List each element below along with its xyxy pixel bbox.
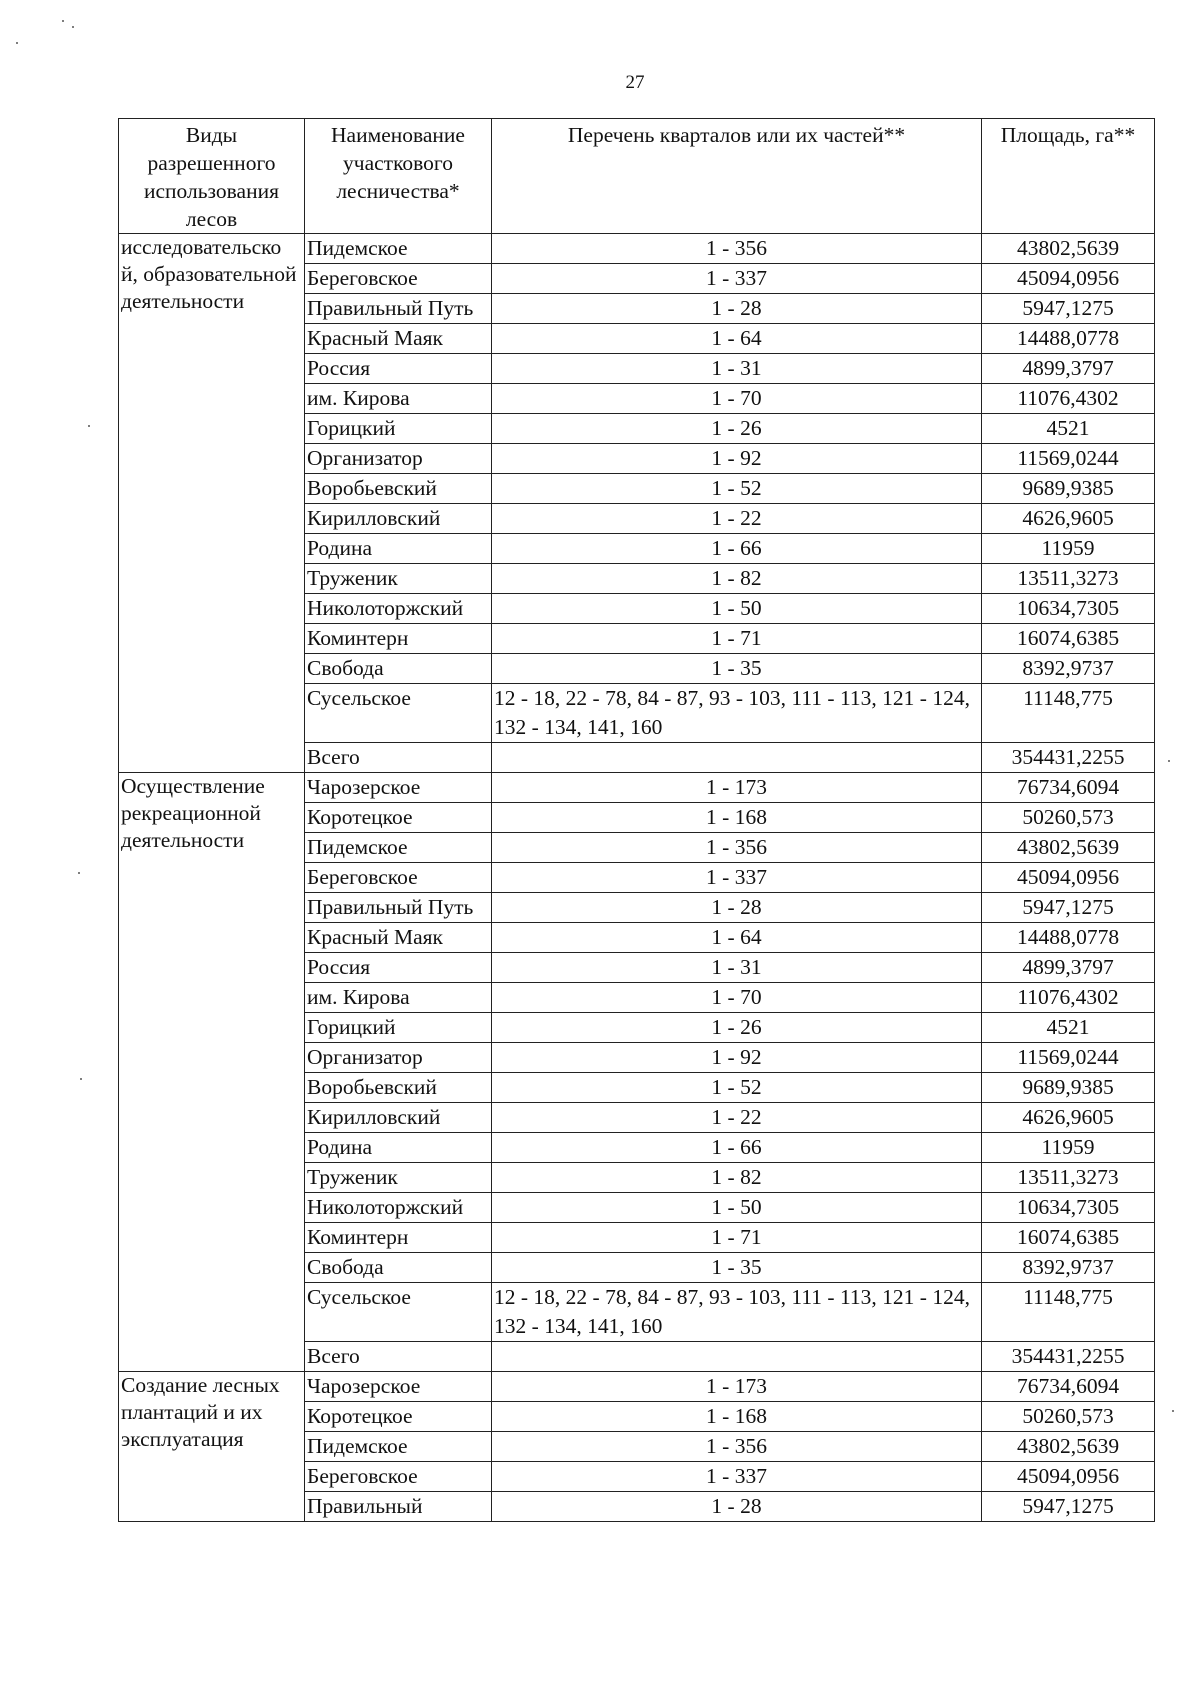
area-cell: 50260,573 <box>982 1402 1155 1432</box>
forestry-name-cell: Родина <box>305 534 492 564</box>
header-use-type: Виды разрешенного использования лесов <box>119 119 305 234</box>
area-cell: 43802,5639 <box>982 833 1155 863</box>
quarters-cell: 1 - 52 <box>492 474 982 504</box>
forestry-name-cell: Чарозерское <box>305 1372 492 1402</box>
area-cell: 9689,9385 <box>982 474 1155 504</box>
forestry-name-cell: Правильный Путь <box>305 294 492 324</box>
quarters-cell: 1 - 70 <box>492 384 982 414</box>
forestry-name-cell: Организатор <box>305 1043 492 1073</box>
forestry-name-cell: Всего <box>305 743 492 773</box>
forestry-name-cell: им. Кирова <box>305 983 492 1013</box>
quarters-cell <box>492 1342 982 1372</box>
quarters-cell: 12 - 18, 22 - 78, 84 - 87, 93 - 103, 111 - 113, 121 - 124, 132 - 134, 141, 160 <box>492 1283 982 1342</box>
table-row <box>119 773 1155 803</box>
forestry-name-cell: Правильный <box>305 1492 492 1522</box>
quarters-cell: 1 - 52 <box>492 1073 982 1103</box>
forestry-name-cell: Свобода <box>305 654 492 684</box>
table-header-row <box>119 119 1155 234</box>
quarters-cell: 1 - 66 <box>492 534 982 564</box>
quarters-cell: 1 - 28 <box>492 1492 982 1522</box>
quarters-cell: 1 - 26 <box>492 1013 982 1043</box>
quarters-cell: 1 - 35 <box>492 654 982 684</box>
scan-speck <box>1172 1410 1174 1412</box>
header-forestry-name: Наименование участкового лесничества* <box>305 119 492 234</box>
area-cell: 14488,0778 <box>982 324 1155 354</box>
quarters-cell: 1 - 337 <box>492 863 982 893</box>
quarters-cell: 1 - 70 <box>492 983 982 1013</box>
forestry-name-cell: Коротецкое <box>305 803 492 833</box>
use-type-cell: Осуществление рекреационной деятельности <box>119 773 305 1372</box>
quarters-cell: 1 - 92 <box>492 444 982 474</box>
quarters-cell: 1 - 31 <box>492 354 982 384</box>
quarters-cell: 1 - 82 <box>492 1163 982 1193</box>
area-cell: 4899,3797 <box>982 953 1155 983</box>
forestry-name-cell: Свобода <box>305 1253 492 1283</box>
forestry-name-cell: Пидемское <box>305 833 492 863</box>
forestry-name-cell: им. Кирова <box>305 384 492 414</box>
forestry-name-cell: Чарозерское <box>305 773 492 803</box>
quarters-cell: 1 - 64 <box>492 324 982 354</box>
forestry-name-cell: Красный Маяк <box>305 324 492 354</box>
area-cell: 4626,9605 <box>982 504 1155 534</box>
forestry-name-cell: Пидемское <box>305 234 492 264</box>
area-cell: 354431,2255 <box>982 1342 1155 1372</box>
area-cell: 4521 <box>982 1013 1155 1043</box>
forestry-name-cell: Всего <box>305 1342 492 1372</box>
forestry-name-cell: Сусельское <box>305 1283 492 1342</box>
area-cell: 45094,0956 <box>982 1462 1155 1492</box>
quarters-cell: 1 - 356 <box>492 234 982 264</box>
quarters-cell: 1 - 66 <box>492 1133 982 1163</box>
area-cell: 76734,6094 <box>982 773 1155 803</box>
quarters-cell <box>492 743 982 773</box>
use-type-cell: исследовательско й, образовательной деятельности <box>119 234 305 773</box>
header-quarters-list: Перечень кварталов или их частей** <box>492 119 982 234</box>
quarters-cell: 1 - 35 <box>492 1253 982 1283</box>
scan-speck <box>78 872 80 874</box>
forestry-name-cell: Кирилловский <box>305 1103 492 1133</box>
quarters-cell: 1 - 71 <box>492 624 982 654</box>
area-cell: 10634,7305 <box>982 594 1155 624</box>
scan-speck <box>88 425 90 427</box>
area-cell: 76734,6094 <box>982 1372 1155 1402</box>
header-area: Площадь, га** <box>982 119 1155 234</box>
area-cell: 5947,1275 <box>982 1492 1155 1522</box>
scan-speck <box>72 26 74 28</box>
area-cell: 11959 <box>982 1133 1155 1163</box>
quarters-cell: 1 - 71 <box>492 1223 982 1253</box>
area-cell: 11148,775 <box>982 1283 1155 1342</box>
quarters-cell: 1 - 337 <box>492 1462 982 1492</box>
forestry-name-cell: Россия <box>305 354 492 384</box>
quarters-cell: 1 - 31 <box>492 953 982 983</box>
area-cell: 14488,0778 <box>982 923 1155 953</box>
area-cell: 45094,0956 <box>982 863 1155 893</box>
forestry-name-cell: Береговское <box>305 863 492 893</box>
area-cell: 50260,573 <box>982 803 1155 833</box>
quarters-cell: 1 - 82 <box>492 564 982 594</box>
area-cell: 5947,1275 <box>982 294 1155 324</box>
area-cell: 11076,4302 <box>982 384 1155 414</box>
area-cell: 13511,3273 <box>982 564 1155 594</box>
scan-speck <box>1168 760 1170 762</box>
forestry-name-cell: Организатор <box>305 444 492 474</box>
quarters-cell: 1 - 173 <box>492 773 982 803</box>
table-row <box>119 1372 1155 1402</box>
forest-use-table <box>118 118 1155 1522</box>
area-cell: 10634,7305 <box>982 1193 1155 1223</box>
forestry-name-cell: Пидемское <box>305 1432 492 1462</box>
forestry-name-cell: Береговское <box>305 1462 492 1492</box>
quarters-cell: 1 - 173 <box>492 1372 982 1402</box>
area-cell: 43802,5639 <box>982 1432 1155 1462</box>
area-cell: 13511,3273 <box>982 1163 1155 1193</box>
quarters-cell: 1 - 26 <box>492 414 982 444</box>
area-cell: 4626,9605 <box>982 1103 1155 1133</box>
forestry-name-cell: Воробьевский <box>305 474 492 504</box>
quarters-cell: 1 - 64 <box>492 923 982 953</box>
forestry-name-cell: Труженик <box>305 564 492 594</box>
scan-speck <box>16 42 18 44</box>
area-cell: 11076,4302 <box>982 983 1155 1013</box>
area-cell: 5947,1275 <box>982 893 1155 923</box>
quarters-cell: 1 - 356 <box>492 833 982 863</box>
use-type-cell: Создание лесных плантаций и их эксплуатация <box>119 1372 305 1522</box>
area-cell: 16074,6385 <box>982 1223 1155 1253</box>
area-cell: 4521 <box>982 414 1155 444</box>
area-cell: 11959 <box>982 534 1155 564</box>
quarters-cell: 1 - 92 <box>492 1043 982 1073</box>
forestry-name-cell: Николоторжский <box>305 594 492 624</box>
area-cell: 16074,6385 <box>982 624 1155 654</box>
forestry-name-cell: Воробьевский <box>305 1073 492 1103</box>
area-cell: 11569,0244 <box>982 444 1155 474</box>
forestry-name-cell: Кирилловский <box>305 504 492 534</box>
area-cell: 8392,9737 <box>982 1253 1155 1283</box>
forestry-name-cell: Россия <box>305 953 492 983</box>
area-cell: 43802,5639 <box>982 234 1155 264</box>
forestry-name-cell: Родина <box>305 1133 492 1163</box>
area-cell: 8392,9737 <box>982 654 1155 684</box>
quarters-cell: 1 - 50 <box>492 1193 982 1223</box>
forestry-name-cell: Николоторжский <box>305 1193 492 1223</box>
forestry-name-cell: Береговское <box>305 264 492 294</box>
forestry-name-cell: Правильный Путь <box>305 893 492 923</box>
forestry-name-cell: Коминтерн <box>305 624 492 654</box>
forestry-name-cell: Труженик <box>305 1163 492 1193</box>
table-row <box>119 234 1155 264</box>
quarters-cell: 1 - 22 <box>492 504 982 534</box>
area-cell: 45094,0956 <box>982 264 1155 294</box>
quarters-cell: 1 - 356 <box>492 1432 982 1462</box>
area-cell: 9689,9385 <box>982 1073 1155 1103</box>
scan-speck <box>80 1078 82 1080</box>
page-number: 27 <box>625 72 645 93</box>
forestry-name-cell: Горицкий <box>305 1013 492 1043</box>
forestry-name-cell: Коротецкое <box>305 1402 492 1432</box>
quarters-cell: 1 - 28 <box>492 294 982 324</box>
area-cell: 4899,3797 <box>982 354 1155 384</box>
area-cell: 11148,775 <box>982 684 1155 743</box>
quarters-cell: 1 - 337 <box>492 264 982 294</box>
area-cell: 11569,0244 <box>982 1043 1155 1073</box>
scan-speck <box>62 20 64 22</box>
quarters-cell: 12 - 18, 22 - 78, 84 - 87, 93 - 103, 111 - 113, 121 - 124, 132 - 134, 141, 160 <box>492 684 982 743</box>
quarters-cell: 1 - 50 <box>492 594 982 624</box>
quarters-cell: 1 - 168 <box>492 803 982 833</box>
quarters-cell: 1 - 168 <box>492 1402 982 1432</box>
quarters-cell: 1 - 22 <box>492 1103 982 1133</box>
forestry-name-cell: Коминтерн <box>305 1223 492 1253</box>
forestry-name-cell: Горицкий <box>305 414 492 444</box>
area-cell: 354431,2255 <box>982 743 1155 773</box>
forestry-name-cell: Красный Маяк <box>305 923 492 953</box>
quarters-cell: 1 - 28 <box>492 893 982 923</box>
forestry-name-cell: Сусельское <box>305 684 492 743</box>
